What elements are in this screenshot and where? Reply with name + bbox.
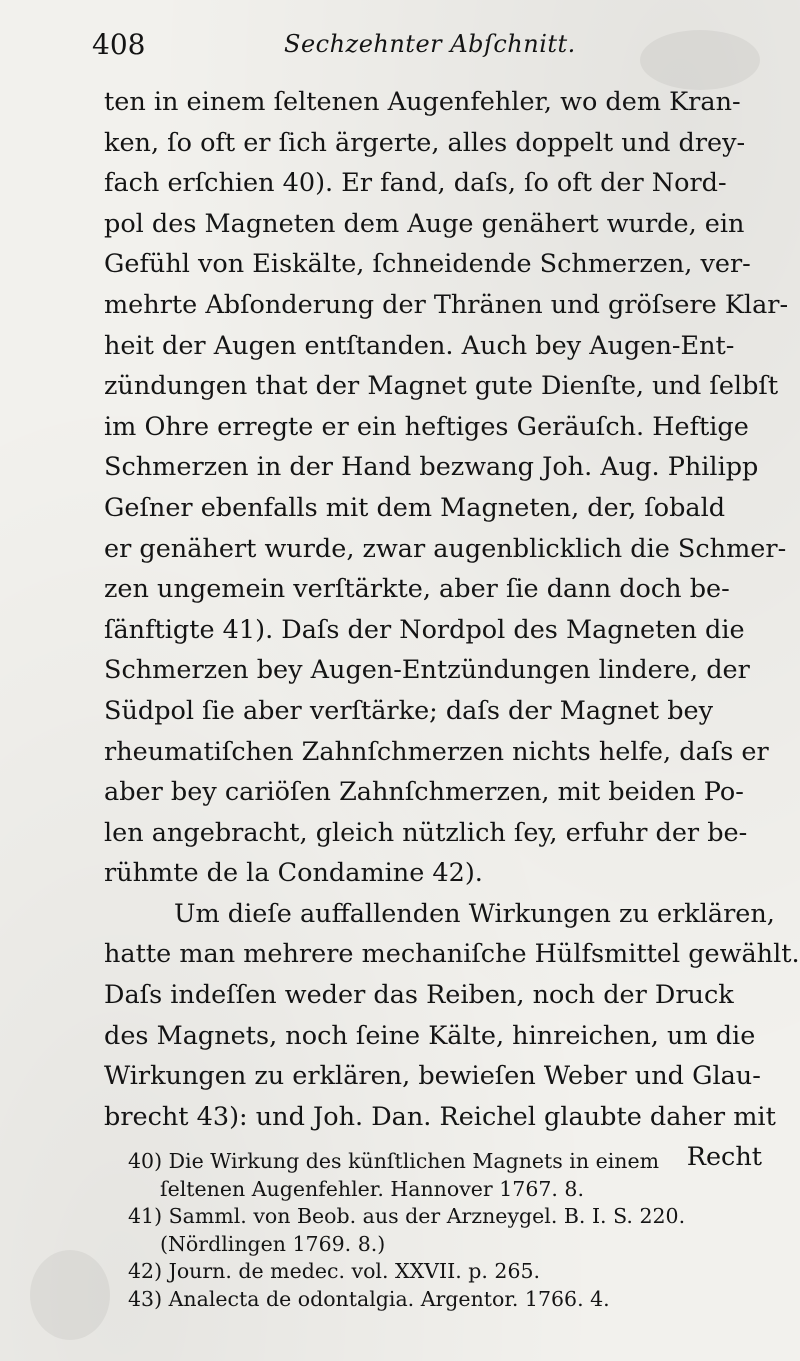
text-line: rühmte de la Condamine 42). bbox=[104, 858, 483, 889]
text-line: Schmerzen bey Augen-Entzündungen lindere, der bbox=[104, 655, 750, 686]
text-line: Geſner ebenfalls mit dem Magneten, der, ſobald bbox=[104, 492, 726, 523]
footnote-40-cont: ſeltenen Augenfehler. Hannover 1767. 8. bbox=[160, 1176, 584, 1201]
text-line: im Ohre erregte er ein heftiges Geräuſch. Heftige bbox=[104, 411, 749, 442]
body-text bbox=[104, 82, 800, 1178]
running-head: Sechzehnter Abſchnitt. bbox=[284, 30, 576, 58]
paragraph-start-line: Um dieſe auffallenden Wirkungen zu erklären, bbox=[174, 898, 775, 929]
text-line: des Magnets, noch ſeine Kälte, hinreichen, um die bbox=[104, 1020, 756, 1051]
footnote-41-cont: (Nördlingen 1769. 8.) bbox=[160, 1231, 386, 1256]
text-line: Daſs indeſſen weder das Reiben, noch der Druck bbox=[104, 980, 734, 1011]
text-line: len angebracht, gleich nützlich ſey, erfuhr der be- bbox=[104, 817, 748, 848]
catchword: Recht bbox=[686, 1142, 762, 1173]
footnote-42: 42) Journ. de medec. vol. XXVII. p. 265. bbox=[128, 1259, 541, 1283]
text-line: Schmerzen in der Hand bezwang Joh. Aug. Philipp bbox=[104, 452, 759, 483]
text-line: zündungen that der Magnet gute Dienſte, und ſelbſt bbox=[104, 371, 779, 402]
footnote-40: 40) Die Wirkung des künſtlichen Magnets in einem bbox=[128, 1149, 660, 1173]
text-line: ſänftigte 41). Daſs der Nordpol des Magneten die bbox=[104, 614, 745, 645]
text-line: Gefühl von Eiskälte, ſchneidende Schmerzen, ver- bbox=[104, 249, 751, 280]
text-line: ten in einem ſeltenen Augenfehler, wo dem Kran- bbox=[104, 87, 741, 117]
footnotes bbox=[128, 1148, 768, 1313]
text-line: aber bey cariöſen Zahnſchmerzen, mit beiden Po- bbox=[104, 777, 744, 808]
text-line: heit der Augen entſtanden. Auch bey Augen-Ent- bbox=[104, 330, 735, 361]
footnote-43: 43) Analecta de odontalgia. Argentor. 1766. 4. bbox=[128, 1286, 610, 1311]
page-number: 408 bbox=[92, 28, 146, 61]
footnote-41: 41) Samml. von Beob. aus der Arzneygel. B. I. S. 220. bbox=[128, 1204, 686, 1228]
text-line: zen ungemein verſtärkte, aber ſie dann doch be- bbox=[104, 574, 730, 605]
paper-stain bbox=[30, 1250, 110, 1340]
text-line: er genähert wurde, zwar augenblicklich die Schmer- bbox=[104, 533, 787, 564]
text-line: Wirkungen zu erklären, bewieſen Weber und Glau- bbox=[104, 1061, 761, 1092]
text-line: rheumatiſchen Zahnſchmerzen nichts helfe, daſs er bbox=[104, 736, 769, 767]
text-line: mehrte Abſonderung der Thränen und gröſsere Klar- bbox=[104, 289, 789, 320]
text-line: fach erſchien 40). Er fand, daſs, ſo oft der Nord- bbox=[104, 168, 727, 199]
text-line: hatte man mehrere mechaniſche Hülfsmittel gewählt. bbox=[104, 939, 800, 970]
page-header bbox=[92, 22, 732, 62]
text-line: pol des Magneten dem Auge genähert wurde, ein bbox=[104, 208, 745, 239]
text-line: ken, ſo oft er ſich ärgerte, alles doppelt und drey- bbox=[104, 127, 746, 158]
text-line: Südpol ſie aber verſtärke; daſs der Magnet bey bbox=[104, 695, 714, 726]
text-line: brecht 43): und Joh. Dan. Reichel glaubte daher mit bbox=[104, 1101, 776, 1132]
